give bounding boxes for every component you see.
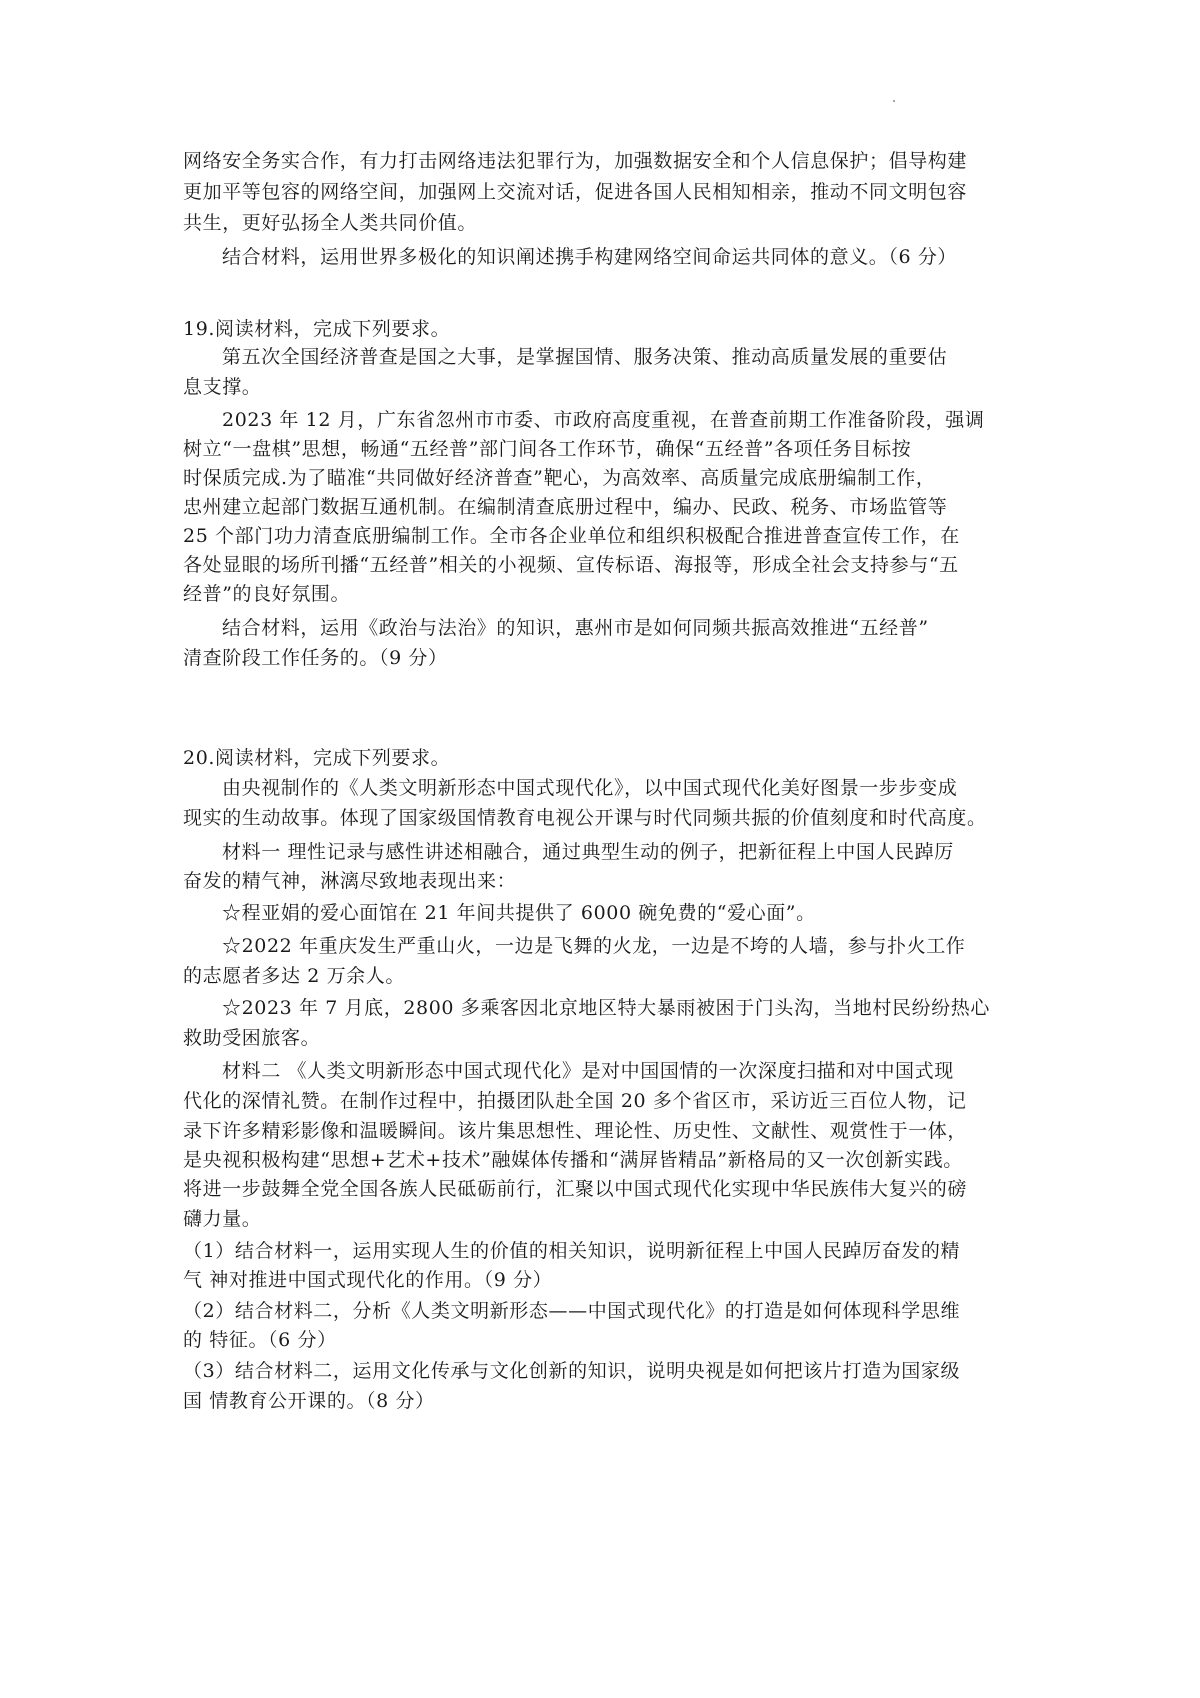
q20-star-item-2-line-2: 的志愿者多达 2 万余人。: [183, 965, 405, 987]
q18-line-1: 网络安全务实合作，有力打击网络违法犯罪行为，加强数据安全和个人信息保护；倡导构建: [183, 150, 968, 172]
q20-sub1-line-2: 气 神对推进中国式现代化的作用。（9 分）: [183, 1269, 553, 1291]
q19-prompt-line-2: 清查阶段工作任务的。（9 分）: [183, 647, 448, 669]
q20-sub3-line-2: 国 情教育公开课的。（8 分）: [183, 1390, 435, 1412]
q20-m1-line-1: 材料一 理性记录与感性讲述相融合，通过典型生动的例子，把新征程上中国人民踔厉: [222, 841, 954, 863]
q20-star-item-2-line-1: ☆2022 年重庆发生严重山火，一边是飞舞的火龙，一边是不垮的人墙，参与扑火工作: [222, 935, 966, 957]
q20-m2-line-2: 代化的深情礼赞。在制作过程中，拍摄团队赴全国 20 多个省区市，采访近三百位人物，记: [183, 1090, 967, 1112]
q19-p2-line-6: 各处显眼的场所刊播“五经普”相关的小视频、宣传标语、海报等，形成全社会支持参与“五: [183, 554, 959, 576]
q20-m2-line-3: 录下许多精彩影像和温暖瞬间。该片集思想性、理论性、历史性、文献性、观赏性于一体，: [183, 1120, 968, 1142]
q20-m2-line-1: 材料二 《人类文明新形态中国式现代化》是对中国国情的一次深度扫描和对中国式现: [222, 1060, 954, 1082]
q19-p2-line-5: 25 个部门功力清查底册编制工作。全市各企业单位和组织积极配合推进普查宣传工作，在: [183, 525, 960, 547]
q20-m2-line-5: 将进一步鼓舞全党全国各族人民砥砺前行，汇聚以中国式现代化实现中华民族伟大复兴的磅: [183, 1178, 968, 1200]
q19-p2-line-2: 树立“一盘棋”思想，畅通“五经普”部门间各工作环节，确保“五经普”各项任务目标按: [183, 438, 912, 460]
q20-m1-line-2: 奋发的精气神，淋漓尽致地表现出来：: [183, 870, 517, 892]
q20-heading: 20.阅读材料，完成下列要求。: [183, 747, 451, 769]
q18-line-2: 更加平等包容的网络空间，加强网上交流对话，促进各国人民相知相亲，推动不同文明包容: [183, 181, 968, 203]
q19-prompt-line-1: 结合材料，运用《政治与法治》的知识，惠州市是如何同频共振高效推进“五经普”: [222, 617, 929, 639]
q19-p2-line-7: 经普”的良好氛围。: [183, 583, 351, 605]
q20-star-item-1: ☆程亚娟的爱心面馆在 21 年间共提供了 6000 碗免费的“爱心面”。: [222, 902, 816, 924]
q18-prompt: 结合材料，运用世界多极化的知识阐述携手构建网络空间命运共同体的意义。（6 分）: [222, 246, 958, 268]
q20-sub2-line-1: （2）结合材料二，分析《人类文明新形态——中国式现代化》的打造是如何体现科学思维: [183, 1300, 961, 1322]
scan-speck: [893, 100, 895, 102]
q18-line-3: 共生，更好弘扬全人类共同价值。: [183, 212, 478, 234]
q20-star-item-3-line-2: 救助受困旅客。: [183, 1027, 321, 1049]
q20-sub1-line-1: （1）结合材料一，运用实现人生的价值的相关知识，说明新征程上中国人民踔厉奋发的精: [183, 1240, 961, 1262]
q19-p1-line-1: 第五次全国经济普查是国之大事，是掌握国情、服务决策、推动高质量发展的重要估: [222, 346, 948, 368]
q20-star-item-3-line-1: ☆2023 年 7 月底，2800 多乘客因北京地区特大暴雨被困于门头沟，当地村民纷纷热心: [222, 997, 990, 1019]
q20-m2-line-6: 礴力量。: [183, 1208, 262, 1230]
q20-sub2-line-2: 的 特征。（6 分）: [183, 1329, 337, 1351]
q19-p2-line-4: 忠州建立起部门数据互通机制。在编制清查底册过程中，编办、民政、税务、市场监管等: [183, 496, 948, 518]
q19-p2-line-3: 时保质完成.为了瞄准“共同做好经济普查”靶心，为高效率、高质量完成底册编制工作，: [183, 467, 936, 489]
q19-p2-line-1: 2023 年 12 月，广东省忽州市市委、市政府高度重视，在普查前期工作准备阶段，强调: [222, 409, 985, 431]
q20-sub3-line-1: （3）结合材料二，运用文化传承与文化创新的知识，说明央视是如何把该片打造为国家级: [183, 1360, 961, 1382]
q19-p1-line-2: 息支撑。: [183, 376, 262, 398]
q20-m2-line-4: 是央视积极构建“思想+艺术+技术”融媒体传播和“满屏皆精品”新格局的又一次创新实践。: [183, 1149, 963, 1171]
q20-intro-line-1: 由央视制作的《人类文明新形态中国式现代化》，以中国式现代化美好图景一步步变成: [222, 777, 958, 799]
q19-heading: 19.阅读材料，完成下列要求。: [183, 318, 451, 340]
q20-intro-line-2: 现实的生动故事。体现了国家级国情教育电视公开课与时代同频共振的价值刻度和时代高度。: [183, 807, 987, 829]
